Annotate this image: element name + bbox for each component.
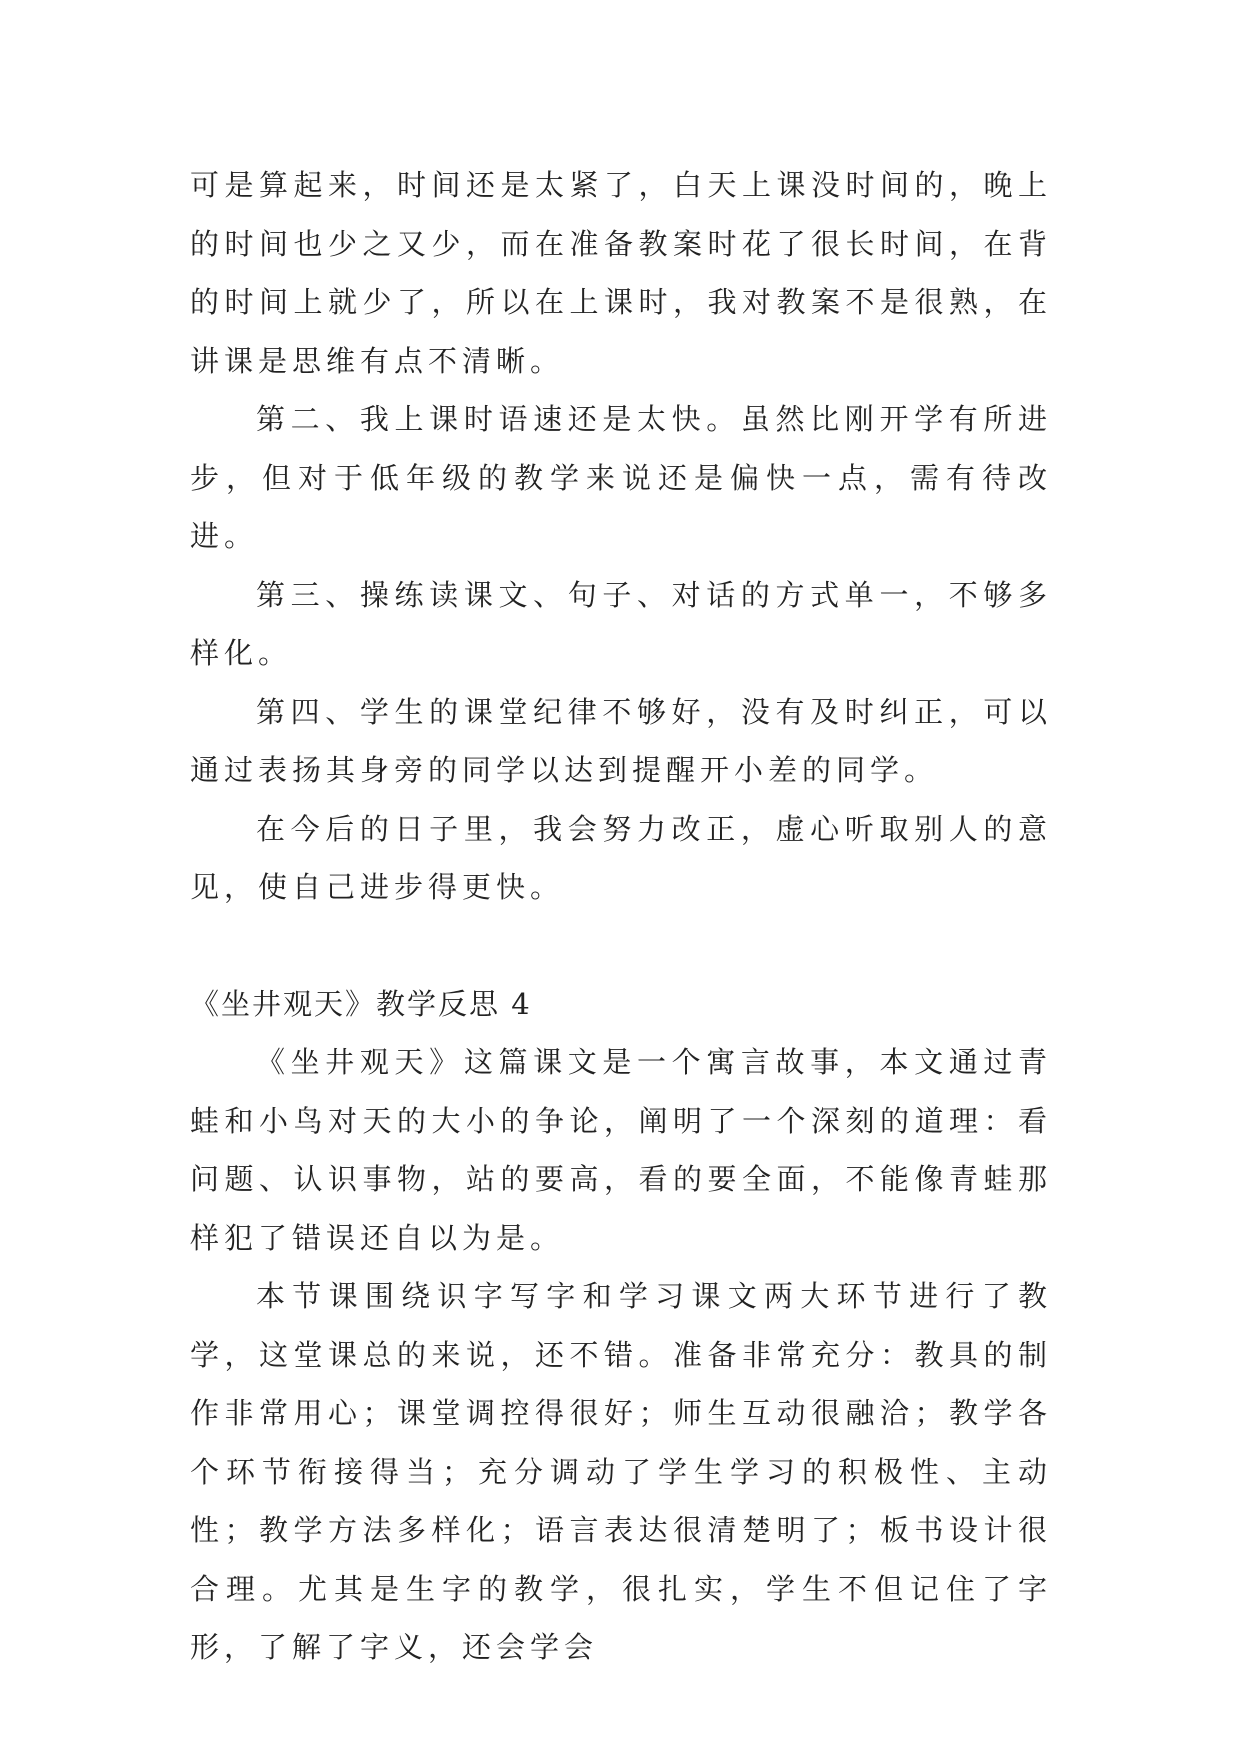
paragraph-conclusion: 在今后的日子里，我会努力改正，虚心听取别人的意见，使自己进步得更快。 — [190, 811, 1052, 904]
paragraph-point-three: 第三、操练读课文、句子、对话的方式单一，不够多样化。 — [190, 577, 1052, 670]
paragraph-continued: 可是算起来，时间还是太紧了，白天上课没时间的，晚上的时间也少之又少，而在准备教案时花了很长时间，在背的时间上就少了，所以在上课时，我对教案不是很熟，在讲课是思维有点不清晰。 — [190, 168, 1052, 378]
paragraph-lesson-review: 本节课围绕识字写字和学习课文两大环节进行了教学，这堂课总的来说，还不错。准备非常充分：教具的制作非常用心；课堂调控得很好；师生互动很融洽；教学各个环节衔接得当；充分调动了学生学习的积极性、主动性；教学方法多样化；语言表达很清楚明了；板书设计很合理。尤其是生字的教学，很扎实，学生不但记住了字形，了解了字义，还会学会 — [190, 1279, 1052, 1664]
paragraph-point-two: 第二、我上课时语速还是太快。虽然比刚开学有所进步，但对于低年级的教学来说还是偏快一点，需有待改进。 — [190, 402, 1052, 553]
section-heading: 《坐井观天》教学反思 4 — [190, 986, 532, 1021]
paragraph-point-four: 第四、学生的课堂纪律不够好，没有及时纠正，可以通过表扬其身旁的同学以达到提醒开小差的同学。 — [190, 694, 1052, 787]
document-body — [190, 156, 1052, 1677]
paragraph-intro: 《坐井观天》这篇课文是一个寓言故事，本文通过青蛙和小鸟对天的大小的争论，阐明了一个深刻的道理：看问题、认识事物，站的要高，看的要全面，不能像青蛙那样犯了错误还自以为是。 — [190, 1045, 1052, 1255]
section-gap — [190, 917, 1052, 975]
